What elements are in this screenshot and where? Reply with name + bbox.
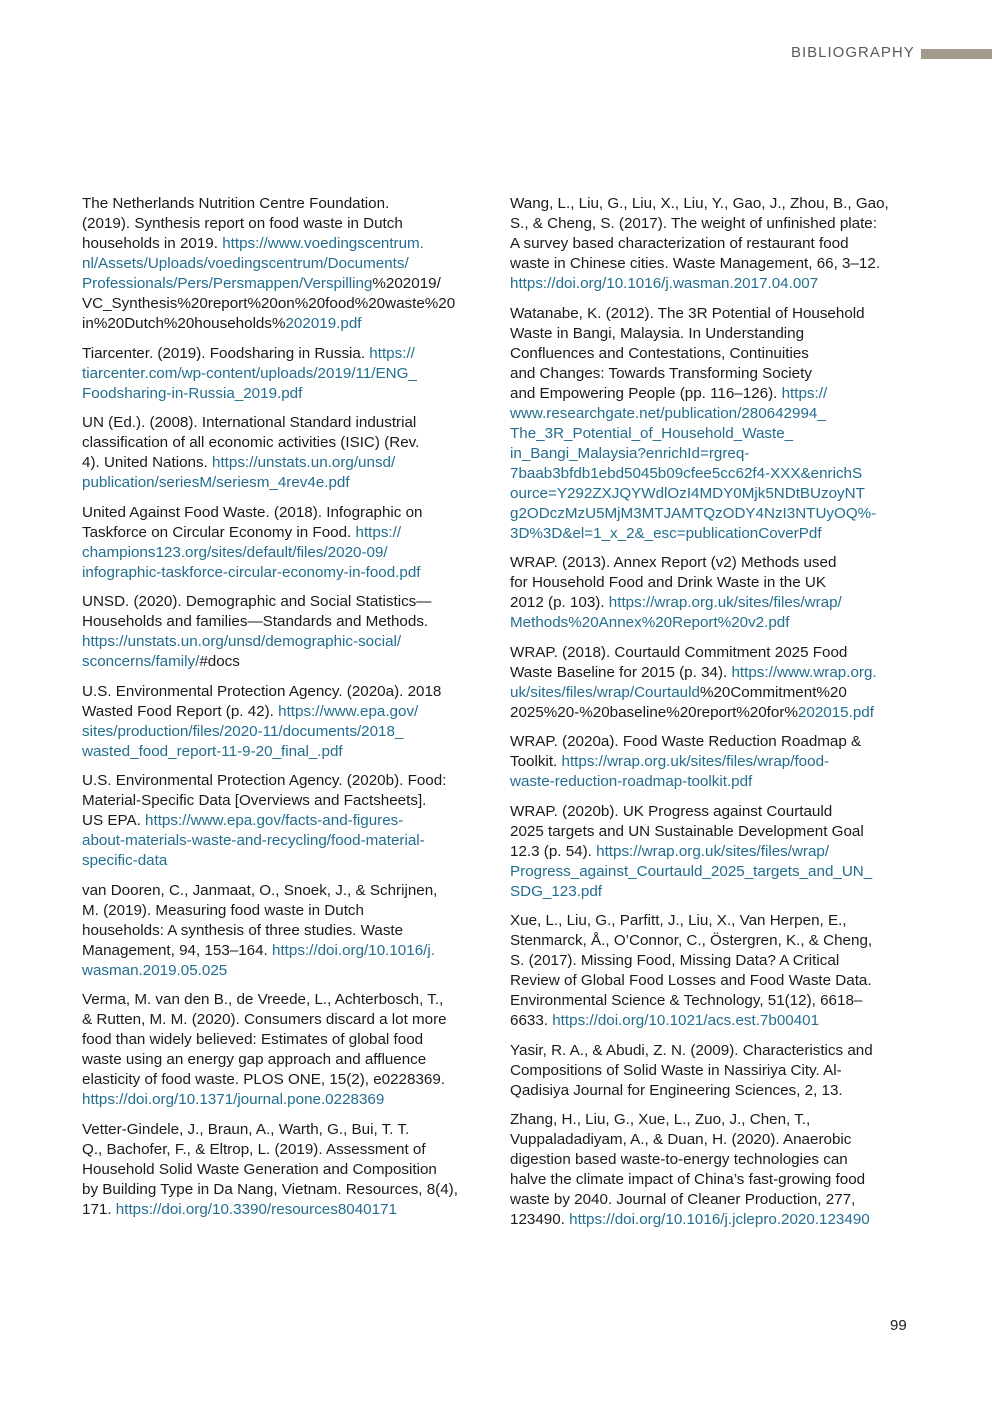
reference-link[interactable]: https://doi.org/10.1016/j. wasman.2019.05.025 [82, 941, 435, 979]
reference-text: WRAP. (2020a). Food Waste Reduction Roadmap & Toolkit. [510, 733, 862, 770]
reference-text: Yasir, R. A., & Abudi, Z. N. (2009). Characteristics and Compositions of Solid Waste in Nassiriya City. Al- Qadisiya Journal for Engineering Sciences, 2, 13. [510, 1041, 873, 1099]
reference-link[interactable]: https://www.wrap.org. uk/sites/files/wrap/Courtauld [510, 663, 877, 701]
reference-text: Xue, L., Liu, G., Parfitt, J., Liu, X., Van Herpen, E., Stenmarck, Å., O’Connor, C., Östergren, K., & Cheng, S. (2017). Missing Food, Missing Data? A Critical Review of Global Food Losses and Food Waste Data. Environmental Science & Technology, 51(12), 6618– 6633. [510, 912, 873, 1029]
reference-entry [82, 990, 488, 1110]
reference-link[interactable]: https://doi.org/10.1016/j.wasman.2017.04.007 [510, 275, 819, 292]
header-accent-bar [921, 49, 992, 59]
reference-entry [82, 1120, 488, 1220]
page-number: 99 [890, 1317, 907, 1334]
reference-text: Wang, L., Liu, G., Liu, X., Liu, Y., Gao, J., Zhou, B., Gao, S., & Cheng, S. (2017). The weight of unfinished plate: A survey based characterization of restaurant food waste in Chinese cities. Waste Management, 66, 3–12. [510, 195, 889, 272]
section-title: BIBLIOGRAPHY [791, 44, 915, 61]
reference-entry [510, 553, 916, 633]
reference-link[interactable]: https://doi.org/10.1021/acs.est.7b00401 [552, 1012, 820, 1029]
bibliography-right-column [510, 194, 916, 1240]
reference-link[interactable]: https://doi.org/10.3390/resources8040171 [115, 1200, 397, 1218]
reference-entry [510, 802, 916, 902]
reference-link[interactable]: https://unstats.un.org/unsd/demographic-social/ sconcerns/family/ [82, 633, 402, 670]
reference-text: U.S. Environmental Protection Agency. (2020a). 2018 Wasted Food Report (p. 42). [82, 682, 442, 720]
reference-entry [510, 1110, 916, 1230]
reference-entry [82, 881, 488, 981]
reference-entry [82, 503, 488, 583]
reference-entry [82, 682, 488, 762]
reference-text: WRAP. (2018). Courtauld Commitment 2025 Food Waste Baseline for 2015 (p. 34). [510, 643, 848, 681]
reference-text: UNSD. (2020). Demographic and Social Statistics— Households and families—Standards and Methods. [82, 593, 432, 630]
reference-entry [510, 911, 916, 1031]
reference-text: UN (Ed.). (2008). International Standard industrial classification of all economic activities (ISIC) (Rev. 4). United Nations. [82, 414, 420, 471]
reference-text: van Dooren, C., Janmaat, O., Snoek, J., & Schrijnen, M. (2019). Measuring food waste in Dutch households: A synthesis of three studies. Waste Management, 94, 153–164. [82, 881, 438, 959]
reference-entry [82, 771, 488, 871]
reference-entry [82, 413, 488, 493]
reference-link[interactable]: 202019.pdf [285, 315, 362, 332]
reference-link[interactable]: https://wrap.org.uk/sites/files/wrap/food- waste-reduction-roadmap-toolkit.pdf [510, 753, 830, 790]
reference-link[interactable]: https:// www.researchgate.net/publication/280642994_ The_3R_Potential_of_Household_Waste_ in_Bangi_Malaysia?enrichId=rgreq- 7baab3bfdb1ebd5045b09cfee5cc62f4-XXX&enrichS ource=Y292ZXJQYWdlOzI4MDY0Mjk5NDtBUzoyNT g2ODczMzU5MjM3MTJAMTQzODY4NzI3NTUyOQ%- 3D%3D&el=1_x_2&_esc=publicationCoverPdf [510, 384, 877, 542]
reference-text: Zhang, H., Liu, G., Xue, L., Zuo, J., Chen, T., Vuppaladadiyam, A., & Duan, H. (2020). Anaerobic digestion based waste-to-energy technologies can halve the climate impact of China’s fast-growing food waste by 2040. Journal of Cleaner Production, 277, 123490. [510, 1111, 866, 1228]
reference-text: WRAP. (2020b). UK Progress against Courtauld 2025 targets and UN Sustainable Development Goal 12.3 (p. 54). [510, 802, 864, 860]
reference-link[interactable]: https:// tiarcenter.com/wp-content/uploads/2019/11/ENG_ Foodsharing-in-Russia_2019.pdf [82, 344, 417, 402]
reference-link[interactable]: https://doi.org/10.1371/journal.pone.0228369 [82, 1091, 385, 1108]
reference-link[interactable]: https://www.epa.gov/facts-and-figures- about-materials-waste-and-recycling/food-material- specific-data [82, 812, 425, 869]
reference-entry [82, 344, 488, 404]
reference-text: Tiarcenter. (2019). Foodsharing in Russia. [82, 344, 370, 362]
reference-text: %20Commitment%20 2025%20-%20baseline%20report%20for% [510, 683, 847, 721]
reference-entry [510, 194, 916, 294]
reference-entry [510, 304, 916, 544]
reference-entry [82, 194, 488, 334]
reference-link[interactable]: https:// champions123.org/sites/default/files/2020-09/ infographic-taskforce-circular-economy-in-food.pdf [82, 523, 421, 581]
reference-entry [510, 1041, 916, 1101]
reference-link[interactable]: https://www.voedingscentrum. nl/Assets/Uploads/voedingscentrum/Documents/ Professionals/Pers/Persmappen/Verspilling [82, 235, 424, 292]
reference-text: United Against Food Waste. (2018). Infographic on Taskforce on Circular Economy in Food. [82, 503, 423, 541]
reference-text: The Netherlands Nutrition Centre Foundation. (2019). Synthesis report on food waste in Dutch households in 2019. [82, 195, 403, 252]
reference-text: WRAP. (2013). Annex Report (v2) Methods used for Household Food and Drink Waste in the UK 2012 (p. 103). [510, 554, 837, 611]
reference-text: Watanabe, K. (2012). The 3R Potential of Household Waste in Bangi, Malaysia. In Understanding Confluences and Contestations, Continuities and Changes: Towards Transforming Society and Empowering People (pp. 116–126). [510, 304, 865, 402]
reference-link[interactable]: 202015.pdf [797, 703, 874, 721]
reference-text: U.S. Environmental Protection Agency. (2020b). Food: Material-Specific Data [Overviews and Factsheets]. US EPA. [82, 772, 447, 829]
reference-text: #docs [199, 653, 240, 670]
bibliography-left-column [82, 194, 488, 1229]
reference-link[interactable]: https://wrap.org.uk/sites/files/wrap/ Progress_against_Courtauld_2025_targets_and_UN_ SDG_123.pdf [510, 842, 873, 900]
reference-text: Vetter-Gindele, J., Braun, A., Warth, G., Bui, T. T. Q., Bachofer, F., & Eltrop, L. (2019). Assessment of Household Solid Waste Generation and Composition by Building Type in Da Nang, Vietnam. Resources, 8(4), 171. [82, 1120, 458, 1218]
reference-link[interactable]: https://www.epa.gov/ sites/production/files/2020-11/documents/2018_ wasted_food_report-11-9-20_final_.pdf [82, 702, 419, 760]
reference-link[interactable]: https://wrap.org.uk/sites/files/wrap/ Methods%20Annex%20Report%20v2.pdf [510, 594, 842, 631]
reference-link[interactable]: https://unstats.un.org/unsd/ publication/seriesM/seriesm_4rev4e.pdf [82, 454, 396, 491]
reference-link[interactable]: https://doi.org/10.1016/j.jclepro.2020.123490 [569, 1211, 870, 1228]
reference-entry [510, 643, 916, 723]
reference-text: %202019/ VC_Synthesis%20report%20on%20food%20waste%20 in%20Dutch%20households% [82, 275, 456, 332]
reference-entry [82, 592, 488, 672]
reference-entry [510, 732, 916, 792]
reference-text: Verma, M. van den B., de Vreede, L., Achterbosch, T., & Rutten, M. M. (2020). Consumers discard a lot more food than widely believed: Estimates of global food waste using an energy gap approach and affluence elasticity of food waste. PLOS ONE, 15(2), e0228369. [82, 991, 447, 1088]
